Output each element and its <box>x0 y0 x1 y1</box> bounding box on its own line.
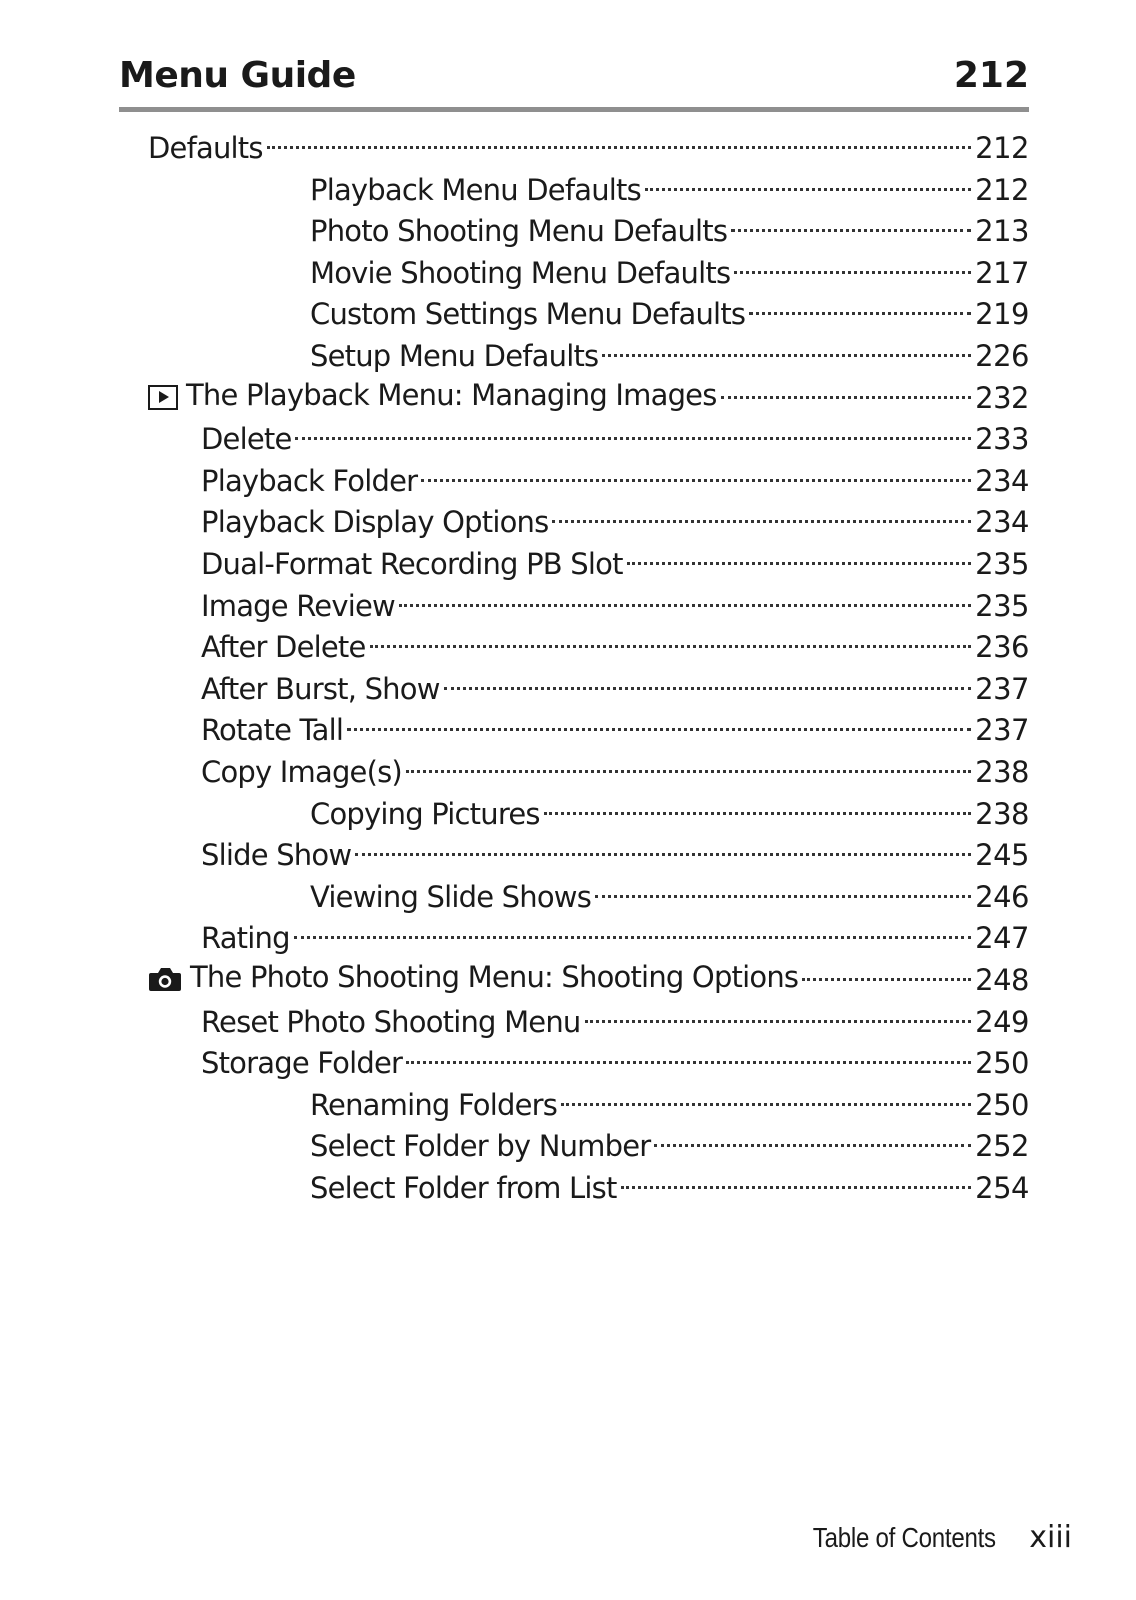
toc-entry-page: 250 <box>975 1087 1029 1122</box>
dot-leader <box>295 409 971 449</box>
toc-entry[interactable] <box>201 908 1029 956</box>
toc-entry[interactable] <box>201 617 1029 665</box>
toc-entry[interactable] <box>201 659 1029 706</box>
toc-entry-label: Defaults <box>148 131 263 165</box>
toc-entry-label: Movie Shooting Menu Defaults <box>310 255 731 290</box>
camera-icon <box>148 966 182 992</box>
dot-leader <box>595 867 971 907</box>
playback-menu-icon <box>148 385 178 410</box>
dot-leader <box>444 659 972 699</box>
toc-entry-page: 238 <box>975 796 1029 831</box>
toc-entry[interactable] <box>201 534 1029 581</box>
page-title: Menu Guide <box>119 55 356 96</box>
dot-leader <box>731 201 971 241</box>
dot-leader <box>645 160 971 200</box>
toc-entry-label: Copy Image(s) <box>201 755 402 789</box>
toc-entry[interactable] <box>201 409 1029 457</box>
toc-entry-page: 249 <box>975 1004 1029 1039</box>
toc-entry-label: Select Folder from List <box>310 1171 617 1205</box>
footer-page-number: xiii <box>1029 1520 1072 1555</box>
toc-entry-label: Playback Folder <box>201 463 418 498</box>
dot-leader <box>370 617 972 657</box>
toc-entry[interactable] <box>310 160 1029 207</box>
dot-leader <box>621 1158 972 1198</box>
toc-entry-label: Delete <box>201 422 292 457</box>
toc-entry[interactable] <box>201 700 1029 748</box>
dot-leader <box>267 118 971 158</box>
footer-label[interactable]: Table of Contents <box>812 1522 996 1553</box>
dot-leader <box>602 326 971 366</box>
toc-entry[interactable] <box>201 742 1029 789</box>
dot-leader <box>749 284 971 324</box>
toc-entry-label: Image Review <box>201 588 395 623</box>
dot-leader <box>627 534 971 574</box>
toc-entry-page: 237 <box>975 671 1029 706</box>
dot-leader <box>347 700 971 740</box>
toc-entry[interactable] <box>201 492 1029 540</box>
toc-entry-label: Photo Shooting Menu Defaults <box>310 214 728 249</box>
dot-leader <box>585 992 972 1032</box>
toc-entry-page: 236 <box>975 630 1029 665</box>
toc-entry[interactable] <box>201 992 1029 1039</box>
toc-entry-label: After Burst, Show <box>201 671 440 706</box>
toc-entry-page: 234 <box>975 505 1029 540</box>
toc-entry-page: 254 <box>975 1171 1029 1205</box>
toc-entry-page: 234 <box>975 463 1029 498</box>
toc-entry-label: The Photo Shooting Menu: Shooting Options <box>190 960 799 994</box>
dot-leader <box>421 451 971 491</box>
toc-entry-page: 232 <box>975 380 1029 415</box>
toc-entry[interactable] <box>310 326 1029 373</box>
dot-leader <box>406 1033 971 1073</box>
toc-entry-page: 235 <box>975 588 1029 623</box>
dot-leader <box>802 950 971 990</box>
toc-entry-label: Reset Photo Shooting Menu <box>201 1004 581 1039</box>
dot-leader <box>561 1075 971 1115</box>
toc-entry[interactable] <box>310 1075 1029 1122</box>
toc-entry-label: Copying Pictures <box>310 796 540 831</box>
toc-entry-page: 219 <box>975 297 1029 332</box>
toc-entry-page: 247 <box>975 921 1029 956</box>
toc-entry[interactable] <box>310 784 1029 831</box>
toc-entry[interactable] <box>148 950 1029 997</box>
toc-entry-page: 248 <box>975 963 1029 997</box>
toc-entry[interactable] <box>201 576 1029 623</box>
toc-entry-label: Custom Settings Menu Defaults <box>310 297 746 332</box>
dot-leader <box>552 492 971 532</box>
toc-entry-page: 238 <box>975 755 1029 789</box>
toc-entry-label: Renaming Folders <box>310 1087 558 1122</box>
toc-entry-label: Playback Menu Defaults <box>310 172 641 207</box>
toc-entry-page: 252 <box>975 1129 1029 1164</box>
toc-entry-page: 237 <box>975 713 1029 748</box>
dot-leader <box>734 243 971 283</box>
dot-leader <box>399 576 971 616</box>
header-rule <box>119 107 1029 112</box>
page-header <box>119 52 1029 104</box>
toc-entry[interactable] <box>310 1116 1029 1164</box>
toc-entry[interactable] <box>201 1033 1029 1081</box>
toc-entry[interactable] <box>148 368 1029 415</box>
toc-entry[interactable] <box>310 284 1029 332</box>
toc-entry-label: Rating <box>201 921 290 956</box>
toc-entry-label: Playback Display Options <box>201 505 549 540</box>
toc-entry-label: Dual-Format Recording PB Slot <box>201 547 623 581</box>
toc-entry-label: After Delete <box>201 630 366 665</box>
toc-entry-label: Select Folder by Number <box>310 1129 651 1164</box>
dot-leader <box>294 908 971 948</box>
toc-entry[interactable] <box>201 825 1029 873</box>
toc-entry-label: Slide Show <box>201 838 352 873</box>
toc-entry-page: 226 <box>975 339 1029 373</box>
dot-leader <box>355 825 971 865</box>
toc-entry-label: Setup Menu Defaults <box>310 339 599 373</box>
dot-leader <box>406 742 971 782</box>
dot-leader <box>654 1116 971 1156</box>
toc-entry-label: The Playback Menu: Managing Images <box>186 378 717 413</box>
toc-entry-label-wrap <box>310 1168 617 1208</box>
dot-leader <box>544 784 971 824</box>
toc-entry[interactable] <box>310 243 1029 290</box>
toc-entry[interactable] <box>310 1158 1029 1205</box>
toc-entry-label: Rotate Tall <box>201 713 344 748</box>
toc-entry[interactable] <box>148 118 1029 165</box>
toc-entry-label-wrap <box>148 128 263 168</box>
toc-entry[interactable] <box>201 451 1029 498</box>
toc-entry-page: 212 <box>975 131 1029 165</box>
toc-entry-page: 212 <box>975 172 1029 207</box>
toc-entry[interactable] <box>310 867 1029 914</box>
toc-entry-page: 235 <box>975 547 1029 581</box>
toc-entry-page: 213 <box>975 214 1029 249</box>
toc-entry-label: Storage Folder <box>201 1046 403 1081</box>
toc-entry[interactable] <box>310 201 1029 249</box>
dot-leader <box>721 368 972 408</box>
toc-entry-page: 250 <box>975 1046 1029 1081</box>
header-page-number[interactable]: 212 <box>953 55 1029 96</box>
toc-entry-label: Viewing Slide Shows <box>310 879 592 914</box>
toc-entry-page: 246 <box>975 879 1029 914</box>
toc-entry-page: 217 <box>975 255 1029 290</box>
toc-entry-page: 245 <box>975 838 1029 873</box>
toc-entry-page: 233 <box>975 422 1029 457</box>
